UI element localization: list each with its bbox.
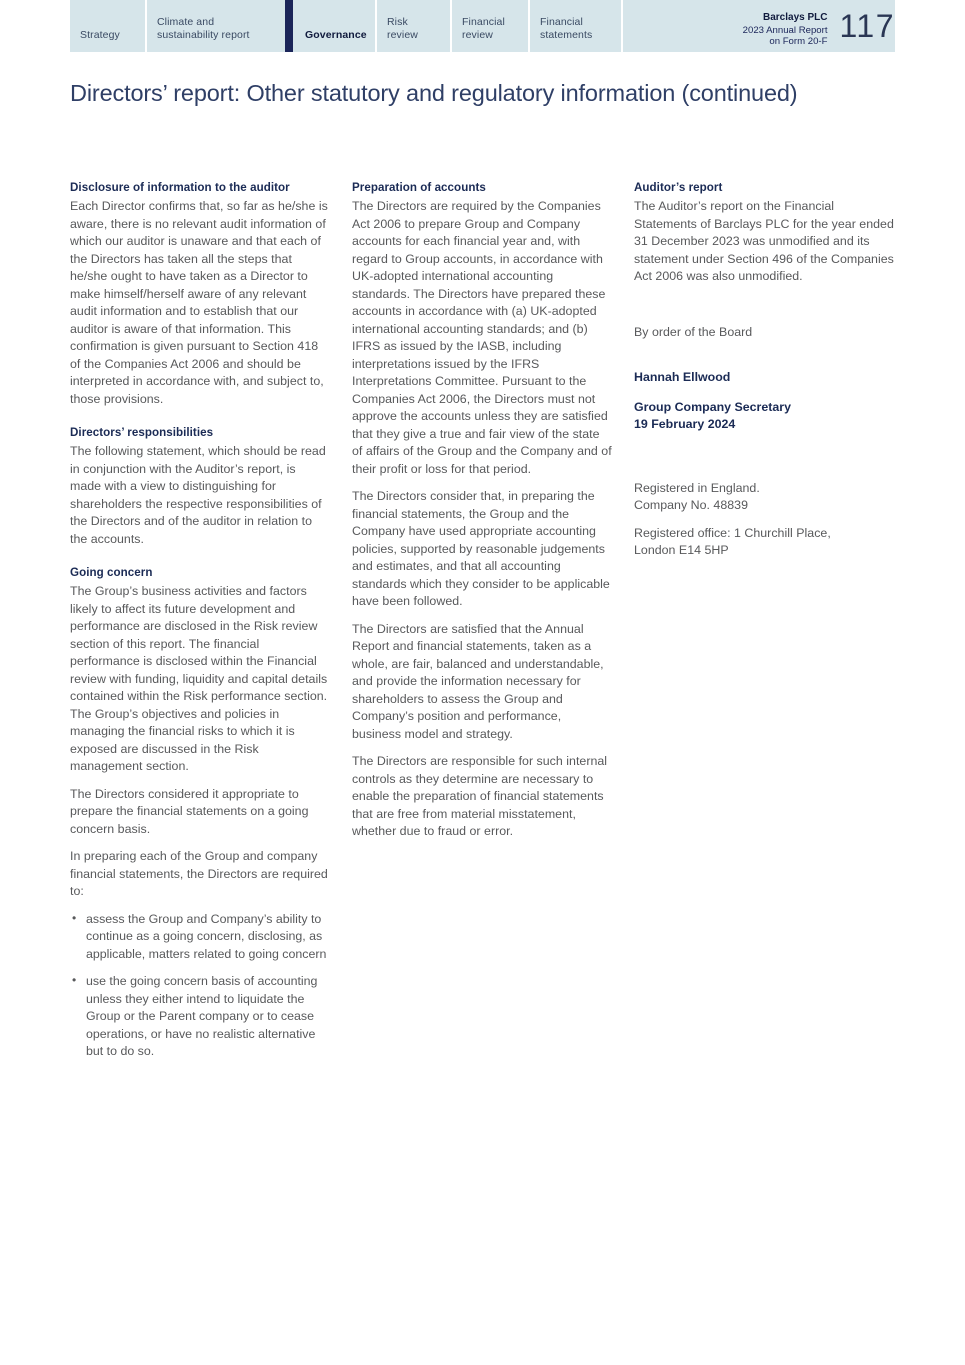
- nav-tab-risk-line-2: review: [387, 28, 418, 41]
- brand-report-line-2: on Form 20-F: [769, 36, 828, 48]
- paragraph-preparation-of-accounts-2: The Directors consider that, in preparing the financial statements, the Group and the Company have used appropriate accounting policies, supported by reasonable judgements and estimates, and that all accounting standards which they consider to be applicable have been followed.: [352, 489, 610, 608]
- list-item: • use the going concern basis of accounting unless they either intend to liquidate the Group or the Parent company or to cease operations, or have no realistic alternative but to do so.: [70, 973, 330, 1061]
- paragraph-preparation-of-accounts-4: The Directors are responsible for such internal controls as they determine are necessary to enable the preparation of financial statements that are free from material misstatement, whether due to fraud or error.: [352, 754, 608, 838]
- content-columns: [70, 180, 895, 1071]
- nav-tab-financial-review-line-2: review: [462, 28, 493, 41]
- signer-role: Group Company Secretary: [634, 399, 791, 414]
- paragraph-directors-responsibilities: The following statement, which should be read in conjunction with the Auditor’s report, is made with a view to distinguishing for shareholders the respective responsibilities of the Directors and of the auditor in relation to the accounts.: [70, 444, 326, 546]
- content-column-2: [352, 180, 612, 1071]
- nav-tab-financial-review[interactable]: [450, 0, 528, 52]
- paragraph-by-order-of-the-board: By order of the Board: [634, 324, 753, 339]
- nav-tab-climate-line-1: Climate and: [157, 16, 215, 28]
- nav-tab-governance-line-1: Governance: [305, 28, 367, 41]
- heading-going-concern: Going concern: [70, 566, 153, 579]
- nav-tab-governance[interactable]: [285, 0, 375, 52]
- header-brand-block: [743, 10, 895, 48]
- brand-company-name: Barclays PLC: [763, 12, 828, 23]
- content-column-1: [70, 180, 330, 1071]
- going-concern-bullet-list: [70, 911, 330, 1061]
- registered-office-line-2: London E14 5HP: [634, 543, 729, 557]
- paragraph-going-concern-1: The Group’s business activities and factors likely to affect its future development and performance are disclosed in the Risk review section of this report. The financial performance is disclosed within the Financial review with funding, liquidity and capital details contained within the Risk performance section. The Group’s objectives and policies in managing the financial risks to which it is exposed are discussed in the Risk management section.: [70, 584, 328, 773]
- registered-office-line-1: Registered office: 1 Churchill Place,: [634, 525, 831, 540]
- registration-line-2: Company No. 48839: [634, 498, 748, 512]
- content-column-3: [634, 180, 895, 1071]
- nav-tab-risk-line-1: Risk: [387, 16, 408, 28]
- nav-tab-financial-statements-line-1: Financial: [540, 16, 583, 28]
- signer-date: 19 February 2024: [634, 417, 736, 431]
- registration-line-1: Registered in England.: [634, 480, 760, 495]
- paragraph-going-concern-2: The Directors considered it appropriate to prepare the financial statements on a going concern basis.: [70, 786, 309, 836]
- signer-name: Hannah Ellwood: [634, 370, 731, 384]
- nav-tab-financial-review-line-1: Financial: [462, 16, 505, 28]
- brand-report-line-1: 2023 Annual Report: [742, 24, 828, 36]
- paragraph-preparation-of-accounts-1: The Directors are required by the Companies Act 2006 to prepare Group and Company accounts for each financial year and, with regard to Group accounts, in accordance with UK-adopted international accounting standards. The Directors have prepared these accounts in accordance with (a) UK-adopted international accounting standards; and (b) IFRS as issued by the IASB, including interpretations issued by the IFRS Interpretations Committee. Pursuant to the Companies Act 2006, the Directors must not approve the accounts unless they are satisfied that they give a true and fair view of the state of affairs of the Group and the Company and of their profit or loss for that period.: [352, 199, 612, 476]
- spacer-before-board-order: [634, 296, 895, 324]
- page-title: Directors’ report: Other statutory and regulatory information (continued): [70, 79, 798, 106]
- nav-tab-climate-and-sustainability-report[interactable]: [145, 0, 285, 52]
- heading-preparation-of-accounts: Preparation of accounts: [352, 181, 486, 194]
- nav-tab-financial-statements-line-2: statements: [540, 28, 593, 41]
- spacer-before-signature: [634, 341, 895, 369]
- paragraph-auditors-report: The Auditor’s report on the Financial Statements of Barclays PLC for the year ended 31 December 2023 was unmodified and its statement under Section 496 of the Companies Act 2006 was also unmodified.: [634, 199, 894, 283]
- heading-directors-responsibilities: Directors’ responsibilities: [70, 426, 214, 439]
- nav-tab-financial-statements[interactable]: [528, 0, 621, 52]
- heading-auditors-report: Auditor’s report: [634, 181, 723, 194]
- nav-tab-strategy-line-1: Strategy: [80, 28, 120, 41]
- list-item: • assess the Group and Company’s ability to continue as a going concern, disclosing, as applicable, matters related to going concern: [70, 911, 330, 964]
- paragraph-going-concern-3: In preparing each of the Group and company financial statements, the Directors are required to:: [70, 849, 328, 898]
- nav-tab-risk-review[interactable]: [375, 0, 450, 52]
- nav-tab-strategy[interactable]: [70, 0, 145, 52]
- page-number: 117: [839, 8, 895, 44]
- spacer-before-registration: [634, 434, 895, 480]
- nav-tab-climate-line-2: sustainability report: [157, 28, 250, 41]
- paragraph-preparation-of-accounts-3: The Directors are satisfied that the Annual Report and financial statements, taken as a whole, are fair, balanced and understandable, and provide the information necessary for shareholders to assess the Group and Company’s position and performance, business model and strategy.: [352, 621, 604, 741]
- heading-disclosure-of-information-to-the-auditor: Disclosure of information to the auditor: [70, 181, 290, 194]
- paragraph-disclosure-to-auditor: Each Director confirms that, so far as he/she is aware, there is no relevant audit information of which our auditor is unaware and that each of the Directors has taken all the steps that he/she ought to have taken as a Director to make himself/herself aware of any relevant audit information and to establish that our auditor is aware of that information. This confirmation is given pursuant to Section 418 of the Companies Act 2006 and should be interpreted in accordance with, and subject to, those provisions.: [70, 199, 328, 406]
- brand-report-identity: [743, 10, 828, 48]
